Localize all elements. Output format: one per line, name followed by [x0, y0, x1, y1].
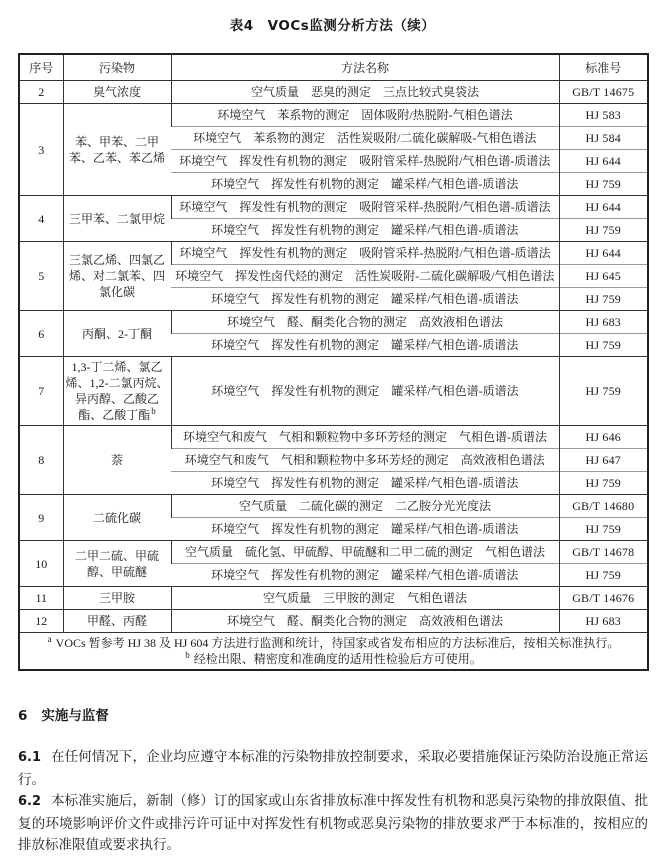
table-row: [19, 541, 648, 564]
standard-no-cell: HJ 759: [559, 518, 648, 541]
table-row: [19, 104, 648, 127]
standard-no-cell: GB/T 14678: [559, 541, 648, 564]
section-heading-number: 6: [18, 708, 28, 724]
table-row: [19, 242, 648, 265]
standard-no-cell: HJ 683: [559, 610, 648, 633]
section-paragraphs: [18, 746, 648, 856]
method-name-cell: 环境空气 挥发性有机物的测定 罐采样/气相色谱-质谱法: [171, 219, 559, 242]
clause-text: 本标准实施后，新制（修）订的国家或山东省排放标准中挥发性有机物和恶臭污染物的排放限值、批复的环境影响评价文件或排污许可证中对挥发性有机物或恶臭污染物的排放要求严于本标准的，按相应的排放标准限值或要求执行。: [18, 793, 648, 852]
method-name-cell: 环境空气 挥发性有机物的测定 罐采样/气相色谱-质谱法: [171, 472, 559, 495]
pollutant-cell: 三甲苯、二氯甲烷: [63, 196, 171, 242]
standard-no-cell: HJ 583: [559, 104, 648, 127]
pollutant-cell: 二甲二硫、甲硫醇、甲硫醚: [63, 541, 171, 587]
method-name-cell: 环境空气 醛、酮类化合物的测定 高效液相色谱法: [171, 610, 559, 633]
standard-no-cell: GB/T 14676: [559, 587, 648, 610]
method-name-cell: 环境空气 挥发性有机物的测定 罐采样/气相色谱-质谱法: [171, 518, 559, 541]
standard-no-cell: HJ 759: [559, 564, 648, 587]
method-name-cell: 环境空气 苯系物的测定 活性炭吸附/二硫化碳解吸-气相色谱法: [171, 127, 559, 150]
method-name-cell: 环境空气 挥发性有机物的测定 吸附管采样-热脱附/气相色谱-质谱法: [171, 150, 559, 173]
pollutant-cell: 1,3-丁二烯、氯乙烯、1,2-二氯丙烷、异丙醇、乙酸乙酯、乙酸丁酯$^b$: [63, 357, 171, 426]
standard-no-cell: HJ 644: [559, 196, 648, 219]
method-name-cell: 环境空气 挥发性有机物的测定 吸附管采样-热脱附/气相色谱-质谱法: [171, 242, 559, 265]
method-name-cell: 环境空气 挥发性有机物的测定 罐采样/气相色谱-质谱法: [171, 357, 559, 426]
standard-no-cell: HJ 646: [559, 426, 648, 449]
section-heading: [18, 704, 648, 724]
table-row: [19, 426, 648, 449]
method-name-cell: 空气质量 硫化氢、甲硫醇、甲硫醚和二甲二硫的测定 气相色谱法: [171, 541, 559, 564]
standard-no-cell: HJ 645: [559, 265, 648, 288]
seq-cell: 8: [19, 426, 63, 495]
standard-no-cell: HJ 759: [559, 219, 648, 242]
column-header-0: 序号: [19, 54, 63, 81]
footnote-marker: b: [151, 406, 156, 416]
method-name-cell: 环境空气 苯系物的测定 固体吸附/热脱附-气相色谱法: [171, 104, 559, 127]
method-name-cell: 环境空气 醛、酮类化合物的测定 高效液相色谱法: [171, 311, 559, 334]
standard-no-cell: HJ 644: [559, 150, 648, 173]
footnote-sup: a: [47, 634, 52, 644]
seq-cell: 10: [19, 541, 63, 587]
pollutant-cell: 萘: [63, 426, 171, 495]
method-name-cell: 环境空气 挥发性有机物的测定 罐采样/气相色谱-质谱法: [171, 173, 559, 196]
table-row: [19, 495, 648, 518]
section-heading-text: 实施与监督: [41, 708, 109, 724]
table-header-row: [19, 54, 648, 81]
pollutant-cell: 二硫化碳: [63, 495, 171, 541]
table-row: [19, 610, 648, 633]
seq-cell: 9: [19, 495, 63, 541]
standard-no-cell: HJ 759: [559, 472, 648, 495]
seq-cell: 7: [19, 357, 63, 426]
table-body: [19, 81, 648, 671]
method-name-cell: 环境空气和废气 气相和颗粒物中多环芳烃的测定 气相色谱-质谱法: [171, 426, 559, 449]
footnote-text: 经检出限、精密度和准确度的适用性检验后方可使用。: [193, 652, 482, 666]
pollutant-cell: 三氯乙烯、四氯乙烯、对二氯苯、四氯化碳: [63, 242, 171, 311]
table-row: [19, 196, 648, 219]
table-row: [19, 587, 648, 610]
seq-cell: 12: [19, 610, 63, 633]
seq-cell: 4: [19, 196, 63, 242]
table-row: [19, 357, 648, 426]
vocs-methods-table: [18, 53, 649, 671]
footnote-row: [19, 633, 648, 671]
seq-cell: 2: [19, 81, 63, 104]
method-name-cell: 环境空气 挥发性有机物的测定 罐采样/气相色谱-质谱法: [171, 564, 559, 587]
standard-no-cell: HJ 759: [559, 357, 648, 426]
standard-no-cell: HJ 584: [559, 127, 648, 150]
clause-text: 在任何情况下，企业均应遵守本标准的污染物排放控制要求，采取必要措施保证污染防治设施正常运行。: [18, 749, 648, 787]
standard-no-cell: HJ 759: [559, 288, 648, 311]
footnote-cell: [19, 633, 648, 671]
paragraph-6.2: [18, 790, 648, 856]
method-name-cell: 空气质量 二硫化碳的测定 二乙胺分光光度法: [171, 495, 559, 518]
pollutant-cell: 丙酮、2-丁酮: [63, 311, 171, 357]
seq-cell: 3: [19, 104, 63, 196]
method-name-cell: 环境空气 挥发性卤代烃的测定 活性炭吸附-二硫化碳解吸/气相色谱法: [171, 265, 559, 288]
paragraph-6.1: [18, 746, 648, 790]
table-row: [19, 81, 648, 104]
standard-no-cell: HJ 759: [559, 173, 648, 196]
pollutant-cell: 苯、甲苯、二甲苯、乙苯、苯乙烯: [63, 104, 171, 196]
method-name-cell: 环境空气 挥发性有机物的测定 罐采样/气相色谱-质谱法: [171, 288, 559, 311]
method-name-cell: 环境空气 挥发性有机物的测定 罐采样/气相色谱-质谱法: [171, 334, 559, 357]
column-header-3: 标准号: [559, 54, 648, 81]
pollutant-cell: 甲醛、丙醛: [63, 610, 171, 633]
column-header-1: 污染物: [63, 54, 171, 81]
standard-no-cell: GB/T 14675: [559, 81, 648, 104]
seq-cell: 11: [19, 587, 63, 610]
footnote-sup: b: [185, 650, 190, 660]
standard-no-cell: HJ 644: [559, 242, 648, 265]
pollutant-cell: 臭气浓度: [63, 81, 171, 104]
clause-number: 6.1: [18, 750, 42, 765]
clause-number: 6.2: [18, 794, 42, 809]
standard-no-cell: HJ 647: [559, 449, 648, 472]
method-name-cell: 空气质量 三甲胺的测定 气相色谱法: [171, 587, 559, 610]
footnote-line-1: [22, 651, 645, 667]
standard-no-cell: HJ 683: [559, 311, 648, 334]
footnote-text: VOCs 暂参考 HJ 38 及 HJ 604 方法进行监测和统计，待国家或省发布相应的方法标准后，按相关标准执行。: [55, 636, 620, 650]
standard-no-cell: HJ 759: [559, 334, 648, 357]
table-row: [19, 311, 648, 334]
standard-no-cell: GB/T 14680: [559, 495, 648, 518]
section-implementation: [18, 704, 648, 856]
footnote-line-0: [22, 635, 645, 651]
method-name-cell: 空气质量 恶臭的测定 三点比较式臭袋法: [171, 81, 559, 104]
page-title: 表4 VOCs监测分析方法（续）: [229, 18, 436, 34]
column-header-2: 方法名称: [171, 54, 559, 81]
method-name-cell: 环境空气 挥发性有机物的测定 吸附管采样-热脱附/气相色谱-质谱法: [171, 196, 559, 219]
method-name-cell: 环境空气和废气 气相和颗粒物中多环芳烃的测定 高效液相色谱法: [171, 449, 559, 472]
seq-cell: 6: [19, 311, 63, 357]
pollutant-cell: 三甲胺: [63, 587, 171, 610]
seq-cell: 5: [19, 242, 63, 311]
